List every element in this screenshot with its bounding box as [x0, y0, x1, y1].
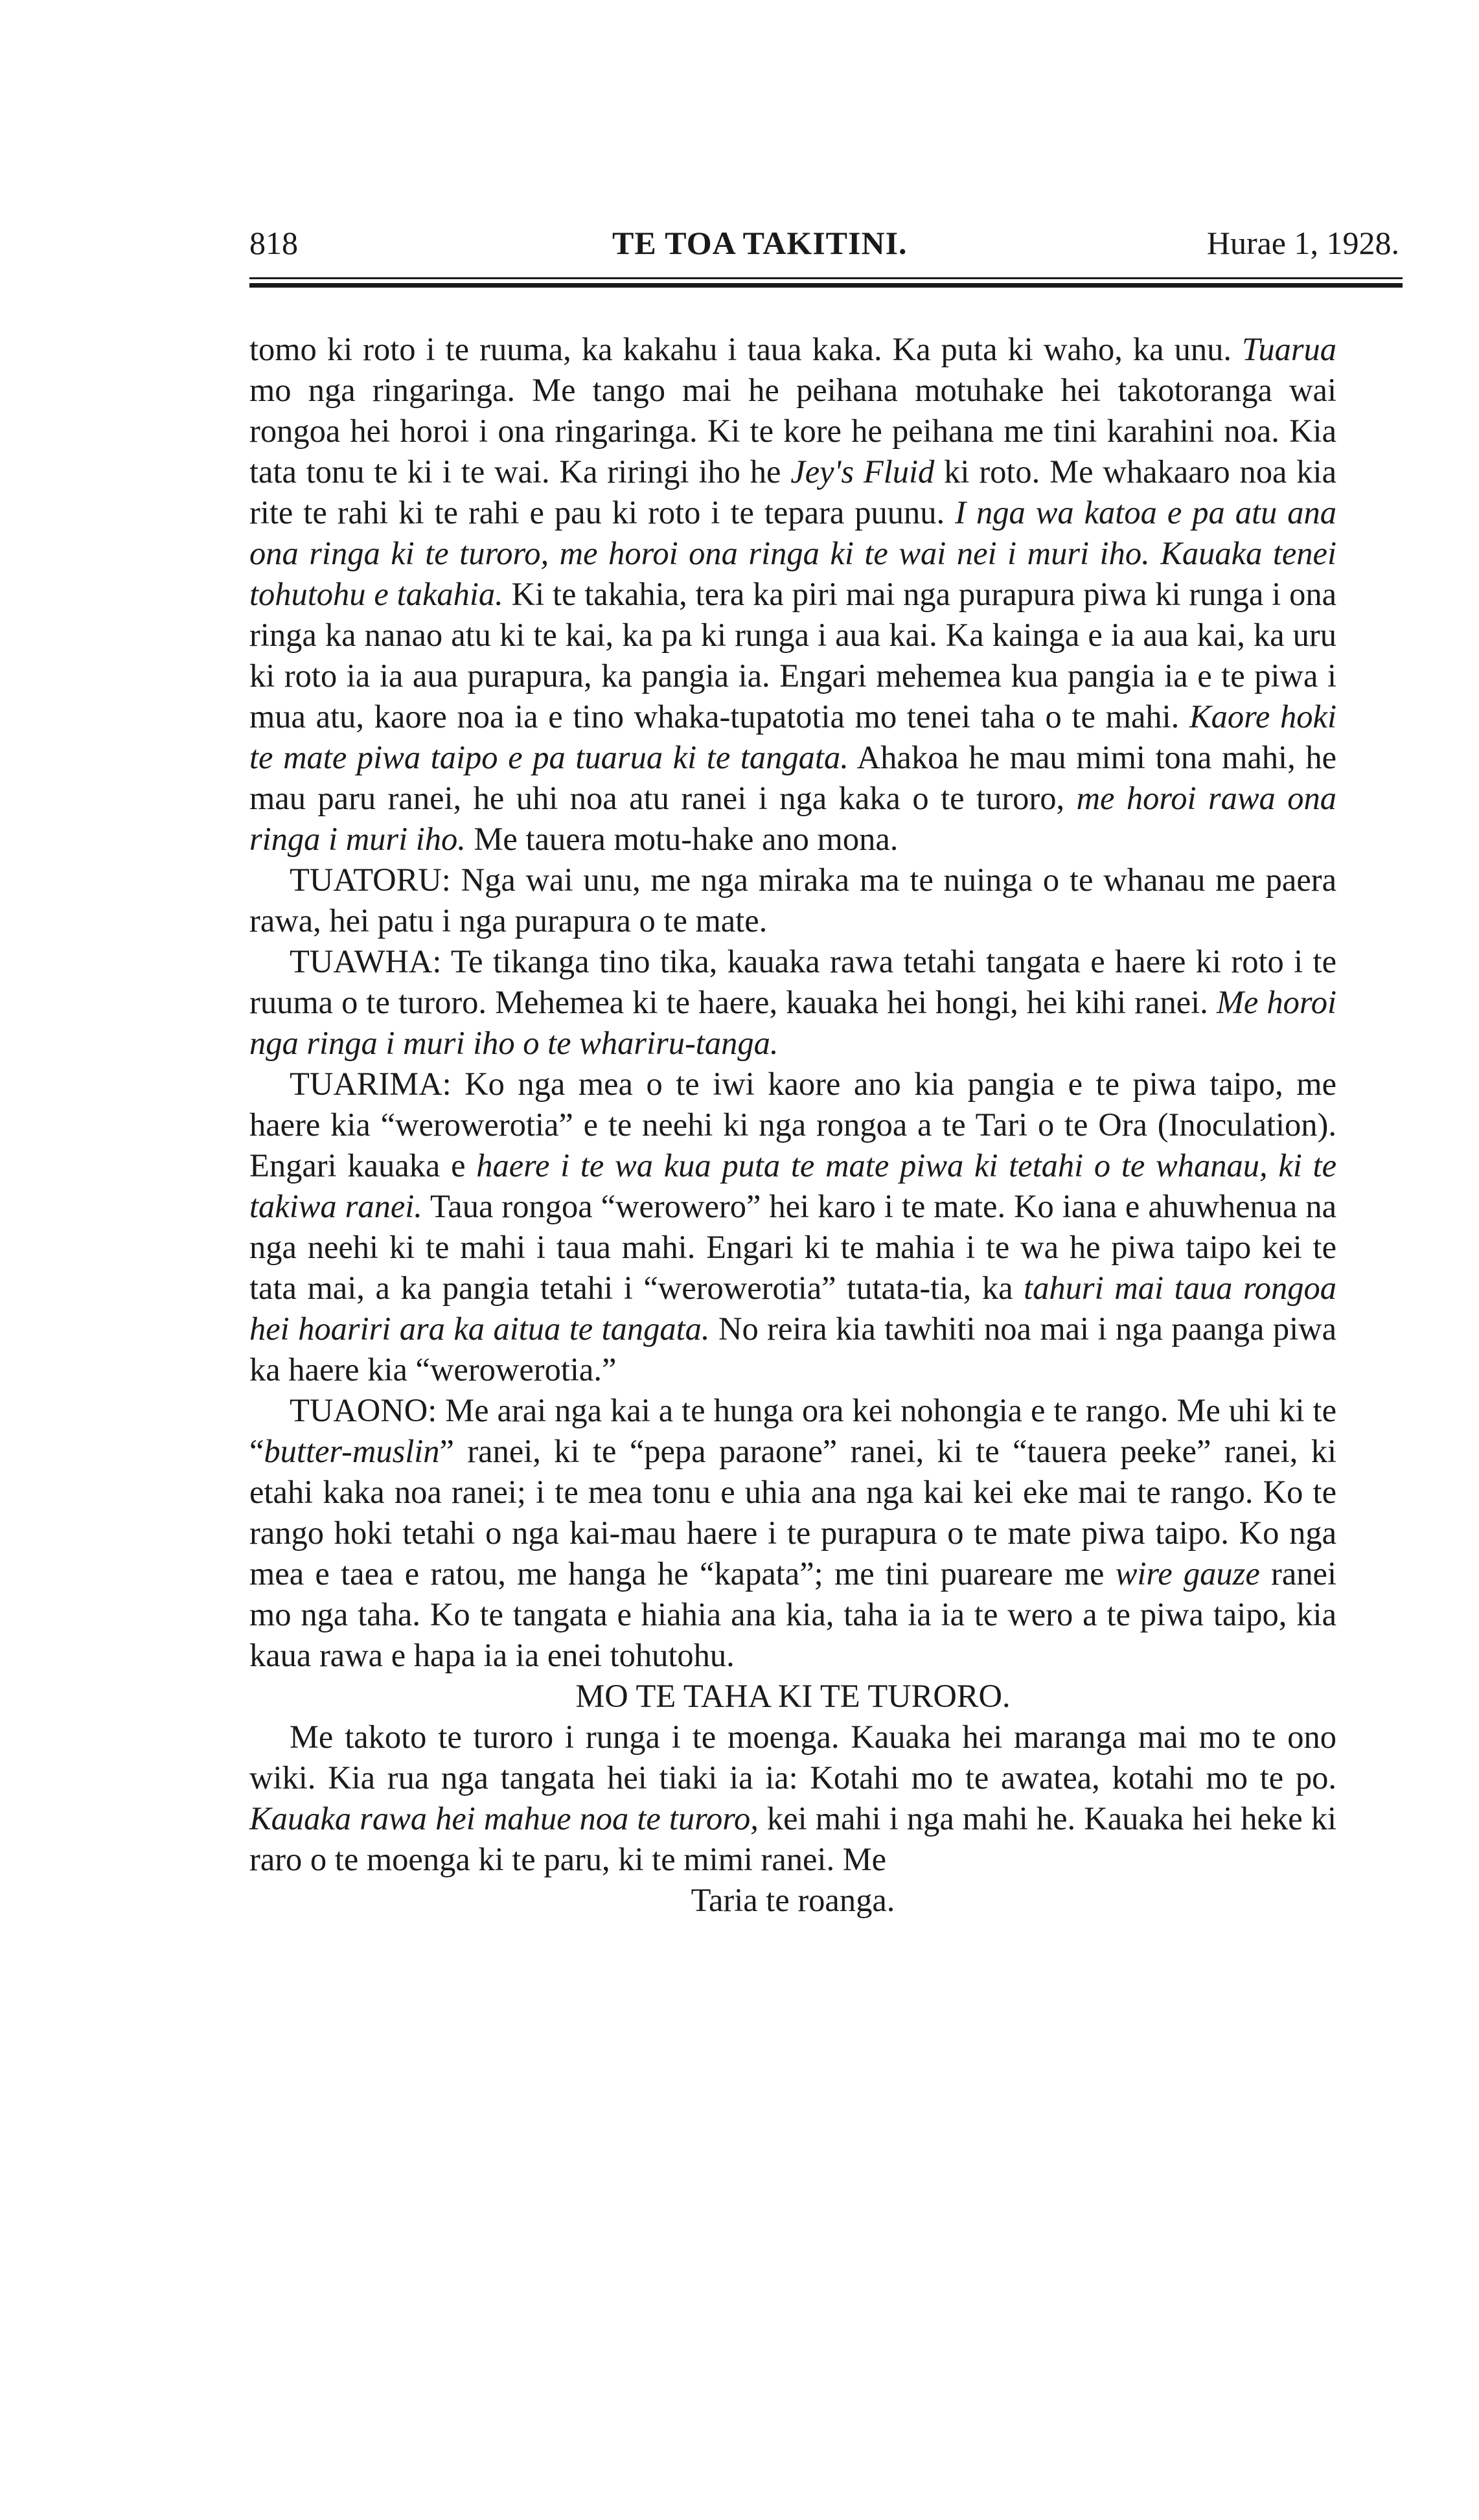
paragraph-turoro [249, 1717, 1336, 1880]
text-run: Ki te takahia, tera ka piri mai nga purapura piwa ki runga i ona ringa ka nanao atu ki te kai, ka pa ki runga i aua kai. Ka kainga e ia aua kai, ka uru ki roto ia ia aua purapura, ka pangia ia. Engari mehemea kua pangia ia e te piwa i mua atu, kaore noa ia e tino whaka-tupatotia mo tenei taha o te mahi. [249, 576, 1336, 735]
text-run: Taua rongoa “werowero” hei karo i te mate. Ko iana e ahuwhenua na nga neehi ki te mahi i taua mahi. Engari ki te mahia i te wa he piwa taipo kei te tata mai, a ka pangia tetahi i “werowerotia” tutata-tia, ka [249, 1188, 1336, 1306]
text-run: No reira kia tawhiti noa mai i nga paanga piwa ka haere kia “werowerotia.” [249, 1311, 1336, 1388]
header-rule-thick [249, 283, 1403, 288]
text-run: Me takoto te turoro i runga i te moenga. Kauaka hei maranga mai mo te ono wiki. Kia rua nga tangata hei tiaki ia ia: Kotahi mo te awatea, kotahi mo te po. [249, 1719, 1336, 1796]
page-number: 818 [249, 225, 298, 261]
paragraph-tuaono [249, 1390, 1336, 1676]
issue-date: Hurae 1, 1928. [1206, 225, 1399, 261]
text-run: ” ranei, ki te “pepa paraone” ranei, ki te “tauera peeke” ranei, ki etahi kaka noa ranei; i te mea tonu e uhia ana nga kai kei eke mai te rango. Ko te rango hoki tetahi o nga kai-mau haere i te purapura o te mate piwa taipo. Ko nga mea e taea e ratou, me hanga he “kapata”; me tini puareare me [249, 1433, 1336, 1592]
italic-run: me horoi rawa ona ringa i muri iho. [249, 780, 1337, 857]
paragraph-tuatoru [249, 860, 1336, 941]
italic-run: Kauaka rawa hei mahue noa te turoro, [249, 1800, 759, 1837]
paragraph-tuarima [249, 1064, 1336, 1390]
text-run: mo nga ringaringa. Me tango mai he peihana motuhake hei takotoranga wai rongoa hei horoi i ona ringaringa. Ki te kore he peihana me tini karahini noa. Kia tata tonu te ki i te wai. Ka riringi iho he [249, 372, 1336, 490]
journal-title: TE TOA TAKITINI. [612, 225, 908, 261]
paragraph-tuawha [249, 941, 1336, 1064]
italic-run: Tuarua [1242, 331, 1336, 367]
section-heading: MO TE TAHA KI TE TURORO. [575, 1678, 1011, 1714]
italic-run: Jey's Fluid [790, 453, 935, 490]
text-run: TUARIMA: Ko nga mea o te iwi kaore ano kia pangia e te piwa taipo, me haere kia “werowerotia” e te neehi ki nga rongoa a te Tari o te Ora (Inoculation). Engari kauaka e [249, 1066, 1336, 1184]
article-body [249, 329, 1336, 1921]
text-run: tomo ki roto i te ruuma, ka kakahu i taua kaka. Ka puta ki waho, ka unu. [249, 331, 1243, 367]
text-run: ranei mo nga taha. Ko te tangata e hiahia ana kia, taha ia ia te wero a te piwa taipo, kia kaua rawa e hapa ia ia enei tohutohu. [249, 1555, 1336, 1673]
text-run: TUATORU: Nga wai unu, me nga miraka ma te nuinga o te whanau me paera rawa, hei patu i nga purapura o te mate. [249, 862, 1336, 939]
continued-catchline: Taria te roanga. [691, 1882, 895, 1918]
text-run: ki roto. Me whakaaro noa kia rite te rahi ki te rahi e pau ki roto i te tepara puunu. [249, 453, 1336, 531]
running-header [249, 223, 1399, 262]
italic-run: wire gauze [1115, 1555, 1260, 1592]
italic-run: haere i te wa kua puta te mate piwa ki tetahi o te whanau, ki te takiwa ranei. [249, 1147, 1336, 1224]
italic-run: Me horoi nga ringa i muri iho o te whariru-tanga. [249, 984, 1336, 1061]
text-run: TUAONO: Me arai nga kai a te hunga ora kei nohongia e te rango. Me uhi ki te “ [249, 1392, 1336, 1469]
text-run: TUAWHA: Te tikanga tino tika, kauaka rawa tetahi tangata e haere ki roto i te ruuma o te turoro. Mehemea ki te haere, kauaka hei hongi, hei kihi ranei. [249, 943, 1336, 1020]
italic-run: butter-muslin [264, 1433, 440, 1469]
italic-run: tahuri mai taua rongoa hei hoariri ara ka aitua te tangata. [249, 1270, 1336, 1347]
text-run: Ahakoa he mau mimi tona mahi, he mau paru ranei, he uhi noa atu ranei i nga kaka o te turoro, [249, 739, 1337, 816]
paragraph-continued [249, 329, 1336, 860]
italic-run: Kaore hoki te mate piwa taipo e pa tuarua ki te tangata. [249, 698, 1336, 775]
text-run: kei mahi i nga mahi he. Kauaka hei heke ki raro o te moenga ki te paru, ki te mimi ranei. Me [249, 1800, 1336, 1877]
italic-run: I nga wa katoa e pa atu ana ona ringa ki te turoro, me horoi ona ringa ki te wai nei i muri iho. Kauaka tenei tohutohu e takahia. [249, 494, 1337, 612]
header-rule-thin [249, 277, 1403, 279]
text-run: Me tauera motu-hake ano mona. [465, 821, 899, 857]
